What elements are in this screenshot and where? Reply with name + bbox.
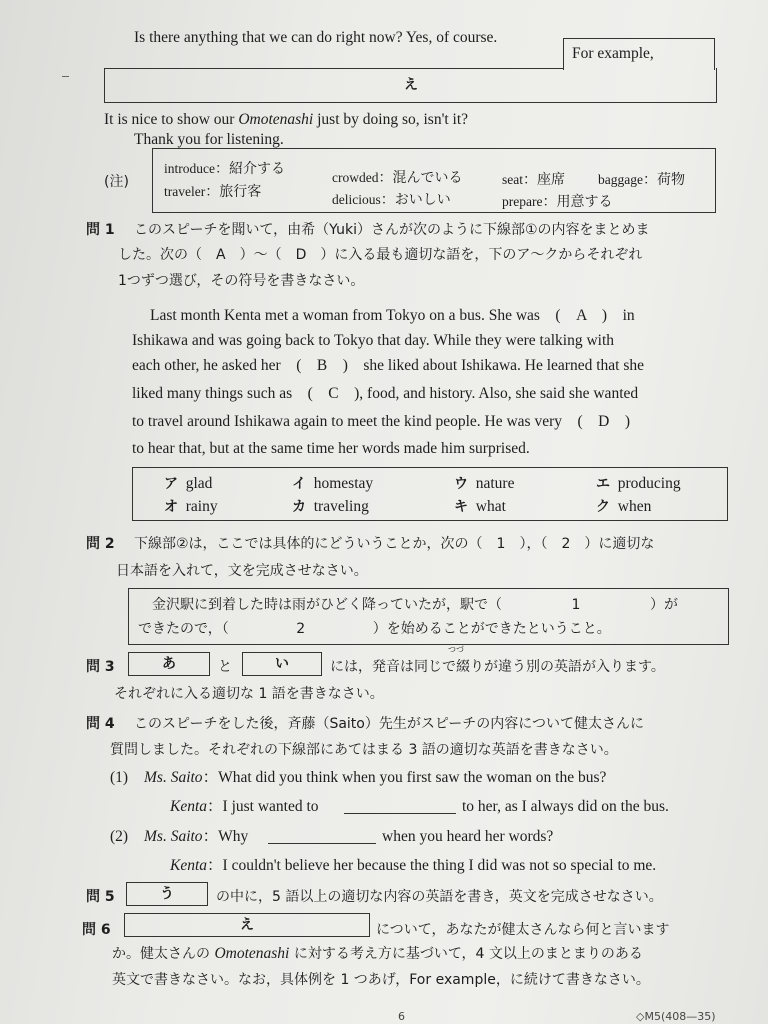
notes-label: (注) bbox=[104, 174, 129, 190]
choice-ku: ク when bbox=[596, 498, 652, 515]
choice-i: イ homestay bbox=[292, 475, 374, 492]
q2-number: 問 2 bbox=[86, 536, 115, 552]
q4-part2-question-pre: Ms. Saito：Why bbox=[144, 828, 249, 845]
q3-to: と bbox=[218, 659, 232, 675]
q1-summary-line-2: Ishikawa and was going back to Tokyo that day. While they were talking with bbox=[132, 332, 615, 349]
q6-instruction-3: 英文で書きなさい。なお，具体例を 1 つあげ，For example，に続けて書きなさい。 bbox=[112, 972, 650, 988]
note-delicious: delicious：おいしい bbox=[332, 192, 451, 208]
choice-ki: キ what bbox=[454, 498, 506, 515]
note-traveler: traveler：旅行客 bbox=[164, 184, 262, 200]
for-example-text: For example, bbox=[572, 45, 654, 62]
q4-part2-number: (2) bbox=[110, 828, 129, 845]
q1-instruction-2: した。次の（ A ）～（ D ）に入る最も適切な語を，下のア～クからそれぞれ bbox=[118, 247, 643, 263]
speech-line-2: It is nice to show our Omotenashi just by doing so, isn't it? bbox=[104, 111, 469, 128]
q4-instruction-1: このスピーチをした後，斉藤（Saito）先生がスピーチの内容について健太さんに bbox=[134, 716, 645, 732]
page-number: 6 bbox=[398, 1010, 405, 1023]
q5-instruction: の中に，5 語以上の適切な内容の英語を書き，英文を完成させなさい。 bbox=[216, 889, 663, 905]
blank-a-box: あ bbox=[128, 652, 210, 676]
q1-summary-line-6: to hear that, but at the same time her words made him surprised. bbox=[132, 440, 530, 457]
q4-part1-question: Ms. Saito：What did you think when you first saw the woman on the bus? bbox=[144, 769, 607, 786]
blank-u-box: う bbox=[126, 882, 208, 906]
q4-instruction-2: 質問しました。それぞれの下線部にあてはまる 3 語の適切な英語を書きなさい。 bbox=[110, 742, 618, 758]
q1-instruction-1: このスピーチを聞いて，由希（Yuki）さんが次のように下線部①の内容をまとめま bbox=[134, 222, 650, 238]
q1-summary-line-1: Last month Kenta met a woman from Tokyo on a bus. She was ( A ) in bbox=[150, 307, 635, 324]
blank-e-label: え bbox=[404, 77, 418, 93]
note-baggage: baggage：荷物 bbox=[598, 172, 685, 188]
q1-number: 問 1 bbox=[86, 222, 115, 238]
margin-mark bbox=[62, 76, 69, 77]
q2-instruction-1: 下線部②は，ここでは具体的にどういうことか，次の（ 1 ），（ 2 ）に適切な bbox=[134, 536, 655, 552]
q4-part2-answer: Kenta：I couldn't believe her because the thing I did was not so special to me. bbox=[170, 857, 657, 874]
q3-instruction-2: それぞれに入る適切な 1 語を書きなさい。 bbox=[114, 686, 384, 702]
blank-i-box: い bbox=[242, 652, 322, 676]
q5-number: 問 5 bbox=[86, 889, 115, 905]
q1-summary-line-4: liked many things such as ( C ), food, and history. Also, she said she wanted bbox=[132, 385, 639, 402]
q1-instruction-3: 1つずつ選び，その符号を書きなさい。 bbox=[118, 273, 365, 289]
choice-a: ア glad bbox=[164, 475, 213, 492]
blank-e-reference: え bbox=[124, 913, 370, 937]
q6-number: 問 6 bbox=[82, 922, 111, 938]
note-prepare: prepare：用意する bbox=[502, 194, 613, 210]
q4-part1-answer-pre: Kenta：I just wanted to bbox=[170, 798, 319, 815]
q2-box-line-1: 金沢駅に到着した時は雨がひどく降っていたが，駅で（ 1 ）が bbox=[152, 597, 678, 613]
note-crowded: crowded：混んでいる bbox=[332, 170, 463, 186]
speech-line-1: Is there anything that we can do right now? Yes, of course. bbox=[134, 29, 498, 46]
q4-part2-blank bbox=[268, 843, 376, 844]
exam-code: ◇M5(408—35) bbox=[636, 1010, 716, 1023]
q6-instruction-1: について，あなたが健太さんなら何と言います bbox=[376, 922, 670, 938]
q1-summary-line-3: each other, he asked her ( B ) she liked about Ishikawa. He learned that she bbox=[132, 357, 644, 374]
q3-instruction-1: には，発音は同じで綴りが違う別の英語が入ります。 bbox=[330, 659, 665, 675]
q4-part1-number: (1) bbox=[110, 769, 129, 786]
q1-summary-line-5: to travel around Ishikawa again to meet the kind people. He was very ( D ) bbox=[132, 413, 630, 430]
note-seat: seat：座席 bbox=[502, 172, 565, 188]
choice-e: エ producing bbox=[596, 475, 681, 492]
choice-o: オ rainy bbox=[164, 498, 218, 515]
q6-instruction-2: か。健太さんの Omotenashi に対する考え方に基づいて，4 文以上のまとまりのある bbox=[112, 945, 643, 962]
q4-part2-question-post: when you heard her words? bbox=[382, 828, 554, 845]
choice-ka: カ traveling bbox=[292, 498, 369, 515]
q2-box-line-2: できたので，（ 2 ）を始めることができたということ。 bbox=[138, 621, 611, 637]
thanks-line: Thank you for listening. bbox=[134, 131, 284, 148]
q2-instruction-2: 日本語を入れて，文を完成させなさい。 bbox=[116, 563, 368, 579]
q4-part1-answer-post: to her, as I always did on the bus. bbox=[462, 798, 669, 815]
q3-number: 問 3 bbox=[86, 659, 115, 675]
box-e-rule bbox=[104, 68, 564, 69]
q3-ruby: つづ bbox=[448, 645, 464, 654]
choice-u: ウ nature bbox=[454, 475, 515, 492]
note-introduce: introduce：紹介する bbox=[164, 161, 285, 177]
q4-part1-blank bbox=[344, 813, 456, 814]
q4-number: 問 4 bbox=[86, 716, 115, 732]
